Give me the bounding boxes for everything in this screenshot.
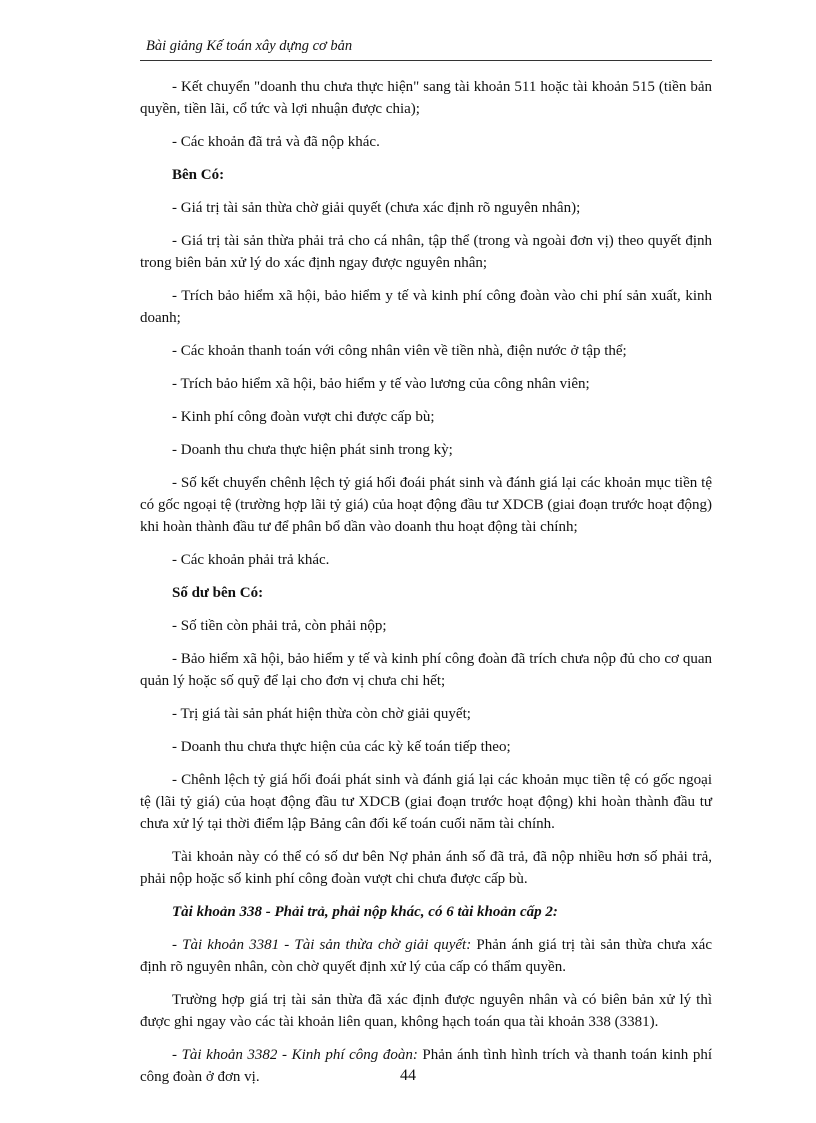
section-heading-so-du: Số dư bên Có: xyxy=(172,585,264,601)
paragraph: - Kết chuyển "doanh thu chưa thực hiện" sang tài khoản 511 hoặc tài khoản 515 (tiền bản quyền, tiền lãi, cổ tức và lợi nhuận được chia); xyxy=(140,79,712,117)
section-heading-ben-co: Bên Có: xyxy=(172,167,225,183)
running-header: Bài giảng Kế toán xây dựng cơ bản xyxy=(146,38,353,54)
paragraph: - Doanh thu chưa thực hiện của các kỳ kế toán tiếp theo; xyxy=(172,739,511,755)
paragraph: - Trích bảo hiểm xã hội, bảo hiểm y tế và kinh phí công đoàn vào chi phí sản xuất, kinh doanh; xyxy=(140,288,712,326)
account-desc-3382: Phản ánh tình hình trích và thanh toán kinh phí công đoàn ở đơn vị. xyxy=(140,1047,712,1085)
paragraph-tk-3381 xyxy=(140,934,712,978)
paragraph: - Giá trị tài sản thừa phải trả cho cá nhân, tập thể (trong và ngoài đơn vị) theo quyết định trong biên bản xử lý do xác định ngay được nguyên nhân; xyxy=(140,233,712,271)
paragraph: - Doanh thu chưa thực hiện phát sinh trong kỳ; xyxy=(172,442,453,458)
paragraph: Trường hợp giá trị tài sản thừa đã xác định được nguyên nhân và có biên bản xử lý thì được ghi ngay vào các tài khoản liên quan, không hạch toán qua tài khoản 338 (3381). xyxy=(140,992,712,1030)
section-heading-tk-338: Tài khoản 338 - Phải trả, phải nộp khác, có 6 tài khoản cấp 2: xyxy=(172,904,558,920)
page-body xyxy=(140,76,712,1099)
paragraph: Tài khoản này có thể có số dư bên Nợ phản ánh số đã trả, đã nộp nhiều hơn số phải trả, phải nộp hoặc số kinh phí công đoàn vượt chi chưa được cấp bù. xyxy=(140,849,712,887)
paragraph: - Số kết chuyển chênh lệch tỷ giá hối đoái phát sinh và đánh giá lại các khoản mục tiền tệ có gốc ngoại tệ (trường hợp lãi tỷ giá) của hoạt động đầu tư XDCB (giai đoạn trước hoạt động) khi hoàn thành đầu tư để phân bổ dần vào doanh thu hoạt động tài chính; xyxy=(140,475,712,535)
paragraph: - Số tiền còn phải trả, còn phải nộp; xyxy=(172,618,387,634)
page-number: 44 xyxy=(400,1067,416,1084)
paragraph: - Các khoản phải trả khác. xyxy=(172,552,330,568)
paragraph: - Trích bảo hiểm xã hội, bảo hiểm y tế vào lương của công nhân viên; xyxy=(172,376,590,392)
paragraph: - Trị giá tài sản phát hiện thừa còn chờ giải quyết; xyxy=(172,706,471,722)
paragraph: - Kinh phí công đoàn vượt chi được cấp bù; xyxy=(172,409,435,425)
paragraph: - Chênh lệch tỷ giá hối đoái phát sinh và đánh giá lại các khoản mục tiền tệ có gốc ngoại tệ (lãi tỷ giá) của hoạt động đầu tư XDCB (giai đoạn trước hoạt động) khi hoàn thành đầu tư chưa xử lý tại thời điểm lập Bảng cân đối kế toán cuối năm tài chính. xyxy=(140,772,712,832)
paragraph: - Các khoản đã trả và đã nộp khác. xyxy=(172,134,380,150)
account-title-3381: - Tài khoản 3381 - Tài sản thừa chờ giải quyết: xyxy=(172,937,472,953)
paragraph: - Các khoản thanh toán với công nhân viên về tiền nhà, điện nước ở tập thể; xyxy=(172,343,627,359)
account-title-3382: - Tài khoản 3382 - Kinh phí công đoàn: xyxy=(172,1047,418,1063)
paragraph: - Bảo hiểm xã hội, bảo hiểm y tế và kinh phí công đoàn đã trích chưa nộp đủ cho cơ quan quản lý hoặc số quỹ để lại cho đơn vị chưa chi hết; xyxy=(140,651,712,689)
paragraph: - Giá trị tài sản thừa chờ giải quyết (chưa xác định rõ nguyên nhân); xyxy=(172,200,581,216)
account-desc-3381: Phản ánh giá trị tài sản thừa chưa xác định rõ nguyên nhân, còn chờ quyết định xử lý của cấp có thẩm quyền. xyxy=(140,937,712,975)
header-divider xyxy=(140,60,712,61)
